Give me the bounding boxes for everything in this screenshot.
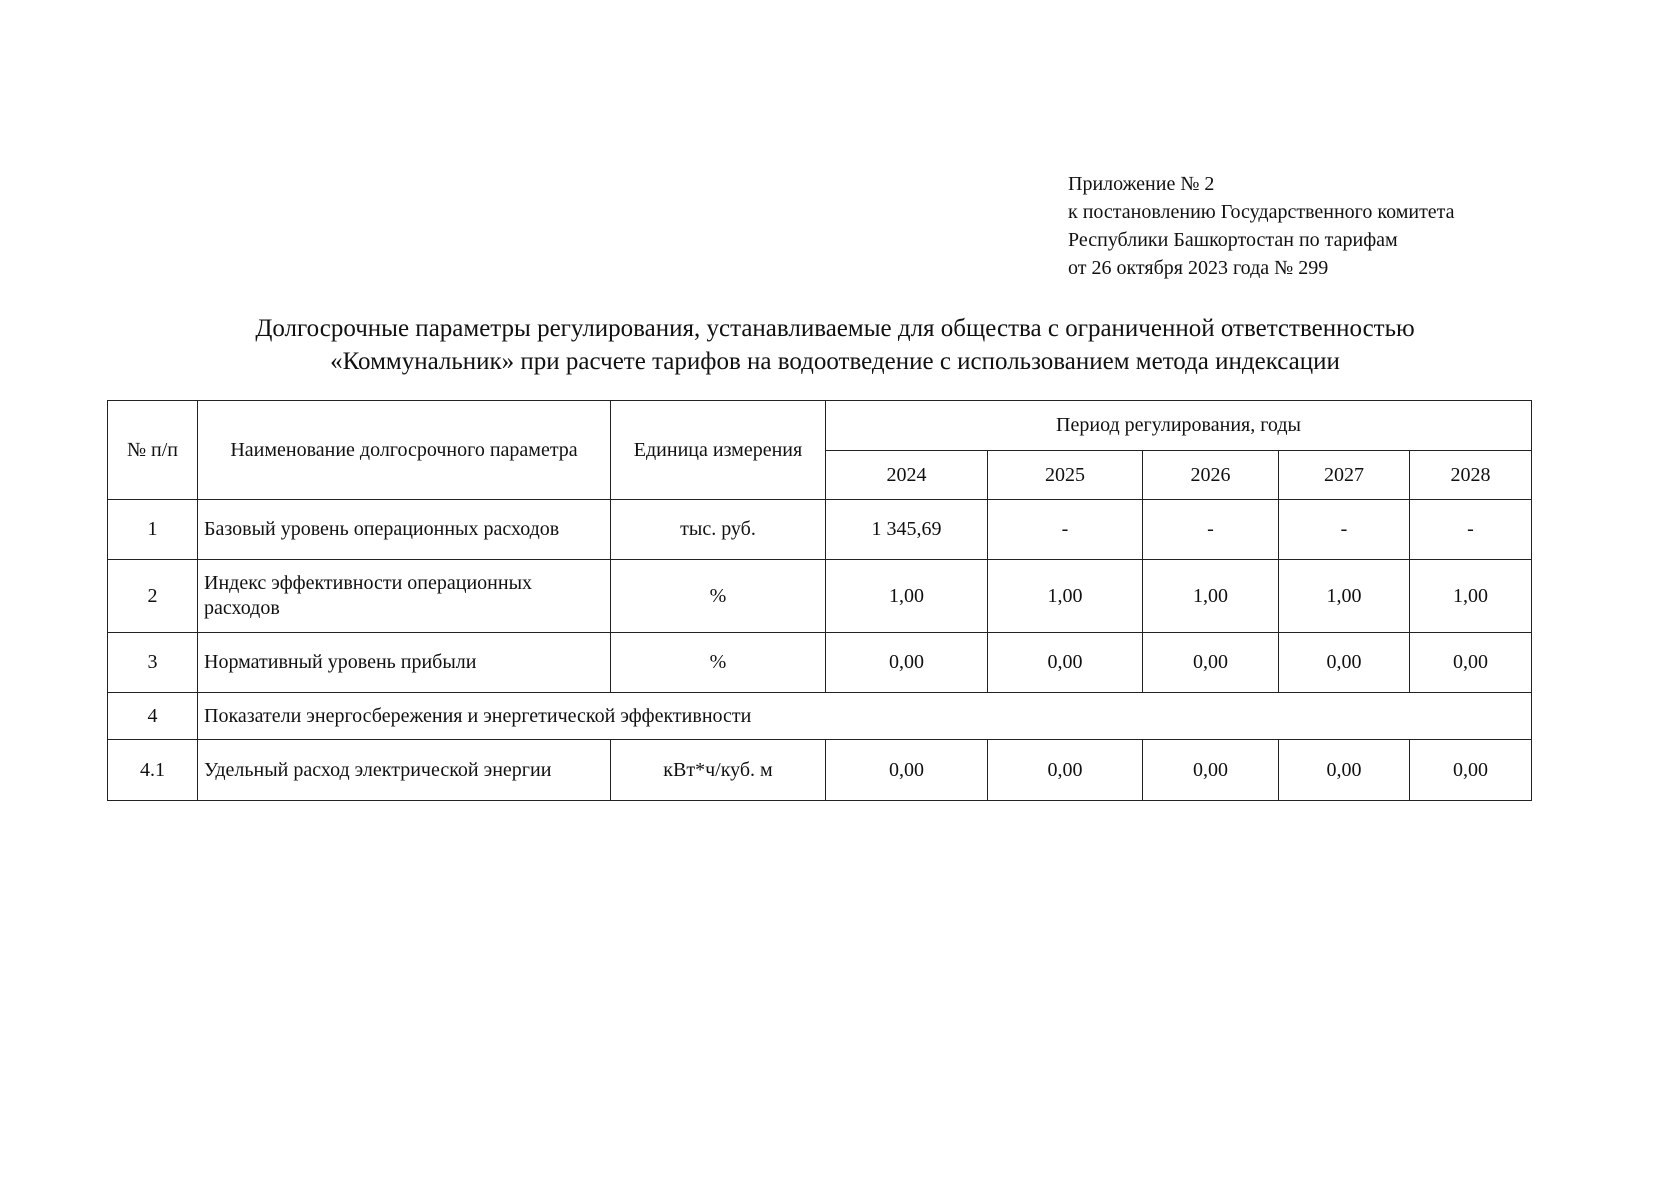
header-name: Наименование долгосрочного параметра [198, 401, 611, 500]
table-row [108, 633, 1532, 693]
header-num: № п/п [108, 401, 198, 500]
table-row-section [108, 693, 1532, 740]
row-value-2028: 0,00 [1410, 633, 1532, 693]
table-row [108, 500, 1532, 560]
appendix-header [1068, 170, 1455, 282]
row-unit: тыс. руб. [611, 500, 826, 560]
title-line-2: «Коммунальник» при расчете тарифов на водоотведение с использованием метода индексации [330, 348, 1340, 375]
row-value-2024: 0,00 [826, 633, 988, 693]
row-num: 2 [108, 560, 198, 633]
header-row-1 [108, 401, 1532, 451]
row-unit: кВт*ч/куб. м [611, 740, 826, 801]
document-title [110, 312, 1560, 378]
row-value-2027: 1,00 [1279, 560, 1410, 633]
row-value-2025: 0,00 [988, 740, 1143, 801]
row-name: Базовый уровень операционных расходов [198, 500, 611, 560]
row-value-2028: 1,00 [1410, 560, 1532, 633]
row-value-2025: - [988, 500, 1143, 560]
row-num: 4 [108, 693, 198, 740]
row-value-2024: 1,00 [826, 560, 988, 633]
row-num: 4.1 [108, 740, 198, 801]
row-num: 1 [108, 500, 198, 560]
header-year-2025: 2025 [988, 451, 1143, 500]
row-value-2026: 0,00 [1143, 633, 1279, 693]
row-name: Индекс эффективности операционных расходов [198, 560, 611, 633]
row-value-2024: 0,00 [826, 740, 988, 801]
parameters-table [107, 400, 1532, 801]
row-value-2025: 1,00 [988, 560, 1143, 633]
row-value-2026: 0,00 [1143, 740, 1279, 801]
row-name: Удельный расход электрической энергии [198, 740, 611, 801]
header-year-2026: 2026 [1143, 451, 1279, 500]
appendix-line-2: к постановлению Государственного комитета [1068, 201, 1455, 223]
row-value-2027: 0,00 [1279, 740, 1410, 801]
row-value-2027: 0,00 [1279, 633, 1410, 693]
row-num: 3 [108, 633, 198, 693]
header-period: Период регулирования, годы [826, 401, 1532, 451]
table-row [108, 560, 1532, 633]
header-year-2028: 2028 [1410, 451, 1532, 500]
title-line-1: Долгосрочные параметры регулирования, устанавливаемые для общества с ограниченной ответственностью [255, 315, 1415, 342]
row-value-2027: - [1279, 500, 1410, 560]
row-value-2028: - [1410, 500, 1532, 560]
appendix-line-4: от 26 октября 2023 года № 299 [1068, 257, 1329, 279]
appendix-line-1: Приложение № 2 [1068, 173, 1215, 195]
row-unit: % [611, 633, 826, 693]
appendix-line-3: Республики Башкортостан по тарифам [1068, 229, 1398, 251]
header-unit: Единица измерения [611, 401, 826, 500]
row-section-name: Показатели энергосбережения и энергетической эффективности [198, 693, 1532, 740]
row-unit: % [611, 560, 826, 633]
row-name: Нормативный уровень прибыли [198, 633, 611, 693]
row-value-2026: 1,00 [1143, 560, 1279, 633]
row-value-2025: 0,00 [988, 633, 1143, 693]
header-year-2027: 2027 [1279, 451, 1410, 500]
header-year-2024: 2024 [826, 451, 988, 500]
row-value-2024: 1 345,69 [826, 500, 988, 560]
row-value-2026: - [1143, 500, 1279, 560]
table-row [108, 740, 1532, 801]
row-value-2028: 0,00 [1410, 740, 1532, 801]
